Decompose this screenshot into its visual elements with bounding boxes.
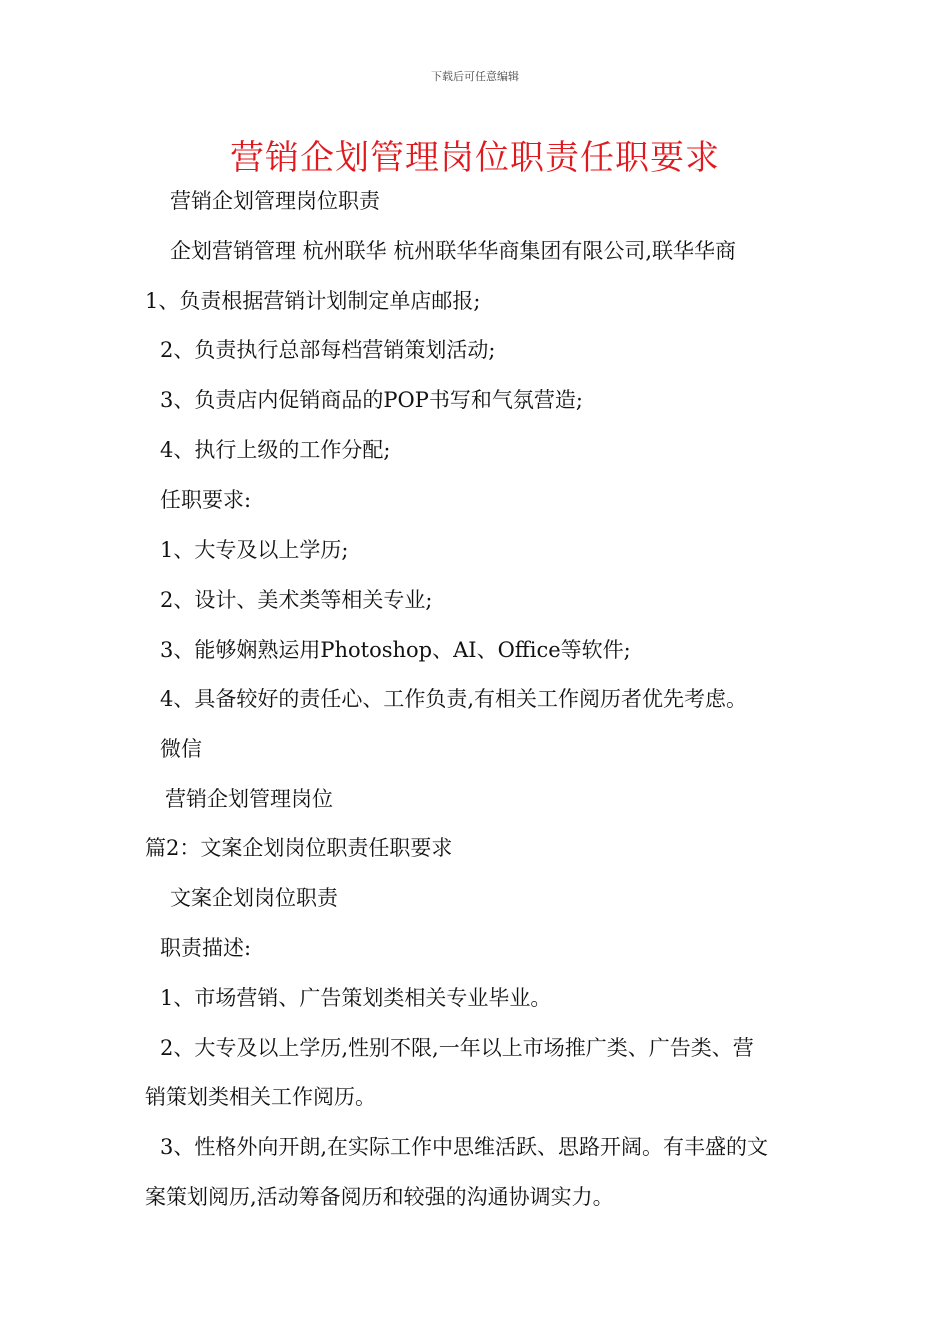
paragraph-line: 企划营销管理 杭州联华 杭州联华华商集团有限公司,联华华商 (170, 239, 737, 263)
section-heading: 篇2：文案企划岗位职责任职要求 (145, 836, 453, 860)
paragraph-line: 营销企划管理岗位 (165, 787, 333, 811)
list-item: 2、负责执行总部每档营销策划活动; (160, 338, 496, 362)
list-item: 3、性格外向开朗,在实际工作中思维活跃、思路开阔。有丰盛的文 (160, 1135, 769, 1159)
section-heading: 职责描述: (160, 936, 252, 960)
section-heading: 任职要求: (160, 488, 252, 512)
document-title: 营销企划管理岗位职责任职要求 (230, 138, 720, 178)
list-item: 2、设计、美术类等相关专业; (160, 588, 433, 612)
list-item: 4、执行上级的工作分配; (160, 438, 391, 462)
list-item-continuation: 案策划阅历,活动筹备阅历和较强的沟通协调实力。 (145, 1185, 614, 1209)
list-item: 2、大专及以上学历,性别不限,一年以上市场推广类、广告类、营 (160, 1036, 754, 1060)
list-item: 3、能够娴熟运用Photoshop、AI、Office等软件; (160, 638, 631, 662)
list-item: 1、负责根据营销计划制定单店邮报; (145, 289, 481, 313)
header-note: 下载后可任意编辑 (431, 70, 519, 83)
list-item: 1、大专及以上学历; (160, 538, 349, 562)
list-item: 3、负责店内促销商品的POP书写和气氛营造; (160, 388, 583, 412)
section-heading: 文案企划岗位职责 (170, 886, 338, 910)
list-item: 4、具备较好的责任心、工作负责,有相关工作阅历者优先考虑。 (160, 687, 748, 711)
list-item-continuation: 销策划类相关工作阅历。 (145, 1085, 376, 1109)
list-item: 1、市场营销、广告策划类相关专业毕业。 (160, 986, 552, 1010)
paragraph-line: 微信 (160, 737, 202, 761)
section-heading: 营销企划管理岗位职责 (170, 189, 380, 213)
